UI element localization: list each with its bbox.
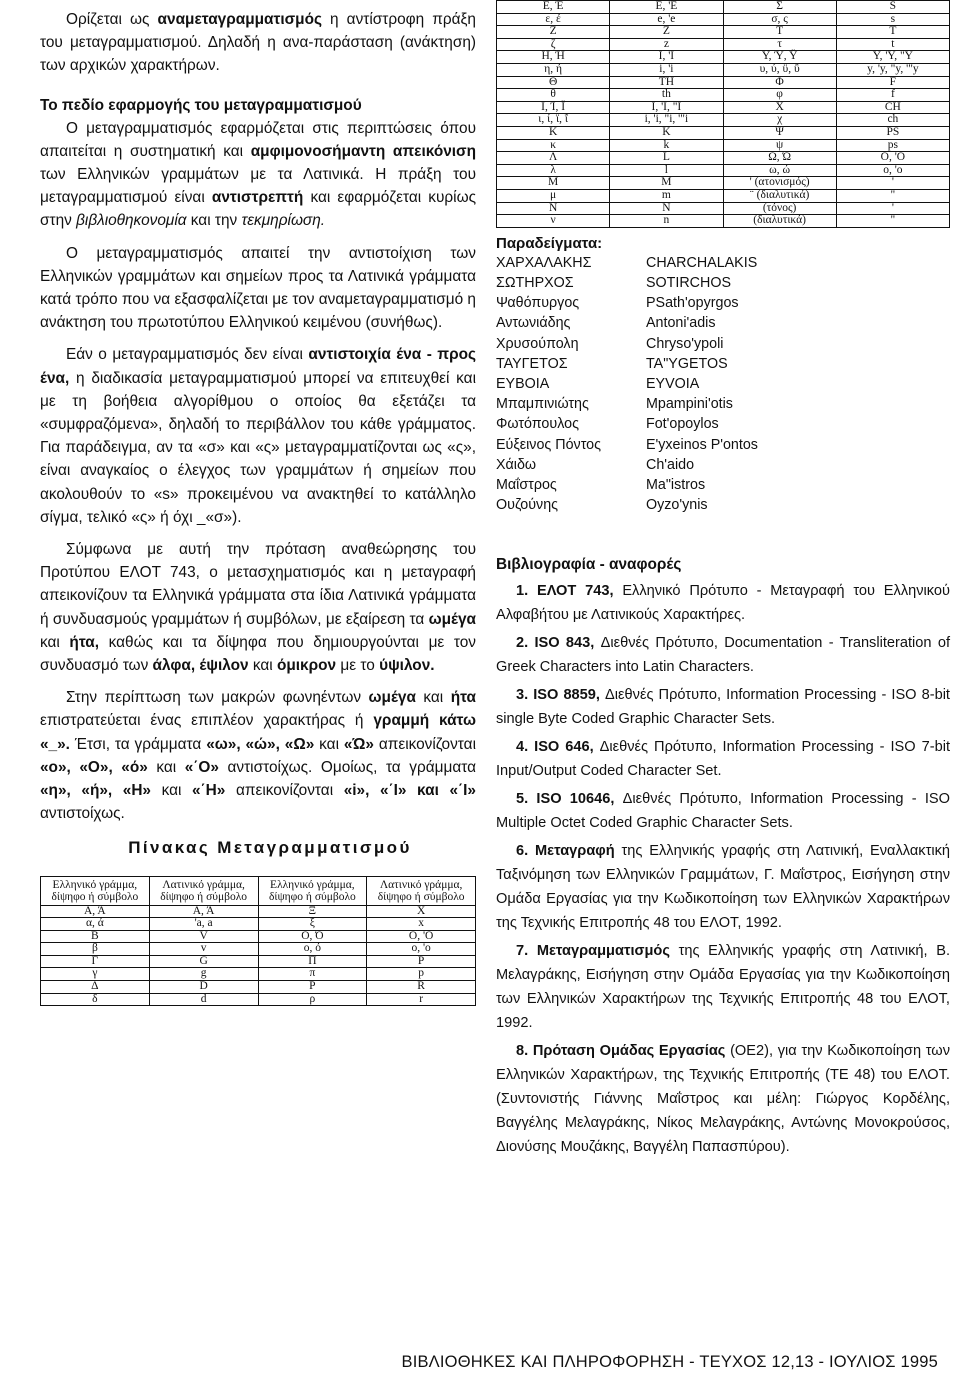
table-cell: θ: [497, 89, 610, 102]
table-cell: υ, ύ, ϋ, ΰ: [723, 63, 836, 76]
right-column: [496, 0, 950, 1159]
bold-text: 7. Μεταγραμματισμός: [516, 943, 670, 960]
example-greek: Εύξεινος Πόντος: [496, 436, 601, 453]
table-cell: Ω, Ώ: [723, 152, 836, 165]
text-run: Εάν ο μεταγραμματισμός δεν είναι: [66, 346, 309, 364]
table-cell: Χ: [723, 101, 836, 114]
table-row: [497, 51, 950, 64]
table-cell: ': [836, 177, 949, 190]
table-cell: Λ: [497, 152, 610, 165]
example-row: [496, 334, 950, 354]
text-run: και: [40, 633, 70, 651]
table-row: [497, 189, 950, 202]
table-cell: r: [367, 993, 476, 1006]
table-header-cell: Λατινικό γράμμα, δίψηφο ή σύμβολο: [149, 876, 258, 905]
example-greek: ΕΥΒΟΙΑ: [496, 375, 550, 392]
table-row: [41, 993, 476, 1006]
table-cell: δ: [41, 993, 150, 1006]
example-latin: E'yxeinos P'ontos: [646, 436, 758, 453]
table-cell: ν: [497, 215, 610, 228]
reference-item: [496, 579, 950, 627]
text-run: Ο μεταγραμματισμός απαιτεί την αντιστοίχιση των Ελληνικών γραμμάτων και σημείων προς τα Λατινικά γράμματα κατά τρόπο που να εξασφαλίζεται με τον αναμεταγραμματισμό η ανάκτηση του πρωτοτύπου Ελληνικού κειμένου (συνήθως).: [40, 244, 476, 332]
table-cell: ψ: [723, 139, 836, 152]
table-cell: e, 'e: [610, 13, 723, 26]
example-row: [496, 475, 950, 495]
text-run: Διεθνές Πρότυπο, Information Processing - ISO Multiple Octet Coded Graphic Character Sets.: [496, 791, 950, 832]
table-cell: κ: [497, 139, 610, 152]
table-header-cell: Λατινικό γράμμα, δίψηφο ή σύμβολο: [367, 876, 476, 905]
table-row: [497, 139, 950, 152]
text-run: απεικονίζονται: [225, 782, 344, 800]
table-row: [497, 164, 950, 177]
table-cell: Ο, Ό: [258, 930, 367, 943]
table-row: [497, 202, 950, 215]
example-greek: Φωτόπουλος: [496, 416, 579, 433]
table-cell: t: [836, 38, 949, 51]
table-cell: Y, 'Y, "Y: [836, 51, 949, 64]
table-header-row: [41, 876, 476, 905]
table-cell: ": [836, 189, 949, 202]
section-paragraph: [40, 538, 476, 677]
example-greek: Ουζούνης: [496, 497, 559, 514]
table-cell: α, ά: [41, 918, 150, 931]
table-cell: Ο, 'Ο: [836, 152, 949, 165]
table-cell: Ψ: [723, 126, 836, 139]
bold-text: ωμέγα: [428, 610, 476, 628]
left-column: [40, 8, 477, 1005]
bold-text: «΄Ο»: [184, 758, 219, 776]
table-cell: 'a, a: [149, 918, 258, 931]
table-cell: Φ: [723, 76, 836, 89]
table-cell: Κ: [610, 126, 723, 139]
table-row: [497, 26, 950, 39]
example-greek: Χάιδω: [496, 456, 537, 473]
table-row: [497, 13, 950, 26]
bold-text: «η», «ή», «Η»: [40, 782, 151, 800]
text-run: των Ελληνικών γραμμάτων με τα Λατινικά. Η πράξη του μεταγραμματισμού είναι: [40, 166, 476, 207]
table-cell: L: [610, 152, 723, 165]
table-cell: Π: [258, 955, 367, 968]
table-cell: R: [367, 981, 476, 994]
text-run: η αντίστροφη πράξη του μεταγραμματισμού. Δηλαδή η ανα-παράσταση (ανάκτηση) των αρχικών χαρακτήρων.: [40, 11, 476, 75]
table-header-cell: Ελληνικό γράμμα, δίψηφο ή σύμβολο: [41, 876, 150, 905]
table-cell: f: [836, 89, 949, 102]
text-run: της Ελληνικής γραφής στη Λατινική, Εναλλακτική Ταξινόμηση των Ελληνικών Γραμμάτων, Γ. Μαΐστρος, Εισήγηση στην Ομάδα Εργασίας για την Κωδικοποίηση των Ελληνικών Χαρακτήρων της Τεχνικής Επιτροπής 48 του ΕΛΟΤ, 1992.: [496, 843, 950, 932]
bold-text: 6. Μεταγραφή: [516, 843, 615, 860]
text-run: Ο μεταγραμματισμός εφαρμόζεται στις περιπτώσεις όπου απαιτείται η συστηματική και: [40, 119, 476, 160]
references-list: [496, 579, 950, 1159]
section-title: Το πεδίο εφαρμογής του μεταγραμματισμού: [40, 96, 362, 114]
text-run: και: [151, 782, 192, 800]
bold-text: ωμέγα: [368, 689, 416, 707]
table-row: [497, 215, 950, 228]
reference-item: [496, 735, 950, 783]
table-cell: TH: [610, 76, 723, 89]
table-cell: Δ: [41, 981, 150, 994]
text-run: Διεθνές Πρότυπο, Documentation - Transliteration of Greek Characters into Latin Characters.: [496, 635, 950, 676]
table-row: [41, 968, 476, 981]
transliteration-table-part2: [496, 0, 950, 228]
table-cell: Ι, 'Ι: [610, 51, 723, 64]
text-run: και εφαρμόζεται κυρίως στην: [40, 189, 477, 230]
table-cell: ps: [836, 139, 949, 152]
text-run: και: [415, 689, 451, 707]
text-run: Ορίζεται ως: [66, 11, 158, 28]
example-greek: Αντωνιάδης: [496, 315, 571, 332]
text-run: Έτσι, τα γράμματα: [69, 735, 207, 753]
text-run: με το: [336, 657, 380, 675]
reference-item: [496, 787, 950, 835]
bold-text: όμικρον: [276, 657, 337, 675]
table-cell: Ζ: [497, 26, 610, 39]
table-cell: ρ: [258, 993, 367, 1006]
table-cell: η, ή: [497, 63, 610, 76]
section-paragraph: [40, 117, 476, 233]
table-cell: ο, ό: [258, 943, 367, 956]
table-cell: Ξ: [258, 905, 367, 918]
table-cell: φ: [723, 89, 836, 102]
text-run: της Ελληνικής γραφής στη Λατινική, Β. Μελαγράκης, Εισήγηση στην Ομάδα Εργασίας για την Κωδικοποίηση των Ελληνικών Χαρακτήρων της Τεχνικής Επιτροπής 48 του ΕΛΟΤ, 1992.: [496, 943, 950, 1032]
page-footer: ΒΙΒΛΙΟΘΗΚΕΣ ΚΑΙ ΠΛΗΡΟΦΟΡΗΣΗ - ΤΕΥΧΟΣ 12,13 - ΙΟΥΛΙΟΣ 1995: [401, 1353, 938, 1371]
table-cell: m: [610, 189, 723, 202]
table-cell: o, 'o: [836, 164, 949, 177]
example-latin: TA"YGETOS: [646, 355, 728, 372]
table-cell: Ν: [610, 202, 723, 215]
reference-item: [496, 1039, 950, 1159]
example-row: [496, 354, 950, 374]
table-cell: CH: [836, 101, 949, 114]
table-cell: S: [836, 1, 949, 14]
table-cell: λ: [497, 164, 610, 177]
bold-text: ύψιλον.: [379, 657, 435, 675]
table-cell: i, 'i, "i, '"i: [610, 114, 723, 127]
table-cell: x: [367, 918, 476, 931]
table-cell: Α, Ά: [149, 905, 258, 918]
example-row: [496, 293, 950, 313]
reference-item: [496, 631, 950, 679]
example-row: [496, 435, 950, 455]
example-latin: Antoni'adis: [646, 315, 716, 332]
bold-text: 3. ISO 8859,: [516, 687, 600, 704]
table-cell: ¨ (διαλυτικά): [723, 189, 836, 202]
bold-text: ήτα: [450, 689, 476, 707]
table-cell: Μ: [610, 177, 723, 190]
table-row: [497, 38, 950, 51]
table-cell: β: [41, 943, 150, 956]
bold-text: «ω», «ώ», «Ω»: [206, 735, 315, 753]
table-cell: Η, Ή: [497, 51, 610, 64]
table-row: [41, 905, 476, 918]
bold-text: αμφιμονοσήμαντη απεικόνιση: [250, 142, 476, 160]
bold-text: 4. ISO 646,: [516, 739, 594, 756]
table-cell: P: [367, 955, 476, 968]
table-cell: ξ: [258, 918, 367, 931]
table-cell: Κ: [497, 126, 610, 139]
section-paragraph: [40, 686, 476, 825]
text-run: και: [147, 758, 185, 776]
bold-text: άλφα, έψιλον: [152, 657, 249, 675]
table-cell: Ζ: [610, 26, 723, 39]
bold-text: 1. ΕΛΟΤ 743,: [516, 583, 614, 600]
example-latin: Ch'aido: [646, 456, 695, 473]
table-cell: Ε, Έ: [497, 1, 610, 14]
table-row: [497, 1, 950, 14]
table-cell: v: [149, 943, 258, 956]
table-cell: k: [610, 139, 723, 152]
table-cell: z: [610, 38, 723, 51]
table-cell: Σ: [723, 1, 836, 14]
table-cell: ' (ατονισμός): [723, 177, 836, 190]
table-header-cell: Ελληνικό γράμμα, δίψηφο ή σύμβολο: [258, 876, 367, 905]
table-cell: ζ: [497, 38, 610, 51]
bold-text: γραμμή κάτω «_».: [40, 712, 476, 753]
example-row: [496, 394, 950, 414]
text-run: η διαδικασία μεταγραμματισμού μπορεί να επιτευχθεί και με τη βοήθεια αλγορίθμου ο οποίος θα εξετάζει τα «συμφραζόμενα», δηλαδή το περιβάλλον του κάθε γράμματος. Για παράδειγμα, αν τα «σ» και «ς» μεταγραμματίζονται ως «ς», είναι αναγκαίος ο έλεγχος των γραμμάτων ή σημείων που ακολουθούν το «s» προκειμένου να ανακτηθεί το κατάλληλο σίγμα, τελικό «ς» ή όχι _«σ»).: [40, 369, 476, 526]
table-row: [497, 126, 950, 139]
table-cell: χ: [723, 114, 836, 127]
table-cell: V: [149, 930, 258, 943]
text-run: απεικονίζονται: [373, 735, 476, 753]
example-latin: SOTIRCHOS: [646, 274, 731, 291]
table-cell: ": [836, 215, 949, 228]
table-cell: (τόνος): [723, 202, 836, 215]
table-cell: ω, ώ: [723, 164, 836, 177]
example-row: [496, 414, 950, 434]
transliteration-table-part1: [40, 876, 476, 1007]
text-run: καθώς και τα δίψηφα που δημιουργούνται με τον συνδυασμό των: [40, 633, 476, 675]
bold-text: αντιστρεπτή: [211, 189, 304, 207]
table-cell: Ν: [497, 202, 610, 215]
example-latin: CHARCHALAKIS: [646, 254, 758, 271]
example-greek: Χρυσούπολη: [496, 335, 579, 352]
example-greek: Μαΐστρος: [496, 476, 557, 493]
example-greek: ΣΩΤΗΡΧΟΣ: [496, 274, 574, 291]
bold-text: «΄Η»: [192, 782, 226, 800]
text-run: Στην περίπτωση των μακρών φωνηέντων: [66, 689, 369, 707]
example-latin: PSath'opyrgos: [646, 295, 739, 312]
table-cell: D: [149, 981, 258, 994]
table-row: [41, 981, 476, 994]
table-cell: Ε, 'Ε: [610, 1, 723, 14]
table-title: Πίνακας Μεταγραμματισμού: [128, 837, 412, 857]
example-greek: Μπαμπινιώτης: [496, 396, 589, 413]
example-greek: Ψαθόπυργος: [496, 295, 580, 312]
example-row: [496, 273, 950, 293]
table-cell: s: [836, 13, 949, 26]
bold-text: «i», «΄I» και «΄I»: [343, 782, 476, 800]
text-run: Ελληνικό Πρότυπο - Μεταγραφή του Ελληνικού Αλφαβήτου με Λατινικούς Χαρακτήρες.: [496, 583, 950, 624]
example-row: [496, 374, 950, 394]
table-cell: p: [367, 968, 476, 981]
bold-text: «Ώ»: [343, 735, 374, 753]
table-cell: Γ: [41, 955, 150, 968]
table-cell: ε, έ: [497, 13, 610, 26]
table-cell: Τ: [836, 26, 949, 39]
text-run: τεκμηρίωση.: [241, 212, 326, 230]
table-cell: th: [610, 89, 723, 102]
bold-text: αντιστοιχία ένα - προς ένα,: [40, 346, 476, 387]
table-cell: l: [610, 164, 723, 177]
text-run: Διεθνές Πρότυπο, Information Processing - ISO 7-bit Input/Output Coded Character Set.: [496, 739, 950, 780]
text-run: βιβλιοθηκονομία: [76, 212, 187, 230]
table-cell: ch: [836, 114, 949, 127]
table-cell: Ι, 'Ι, "Ι: [610, 101, 723, 114]
bold-text: αναμεταγραμματισμός: [157, 11, 322, 28]
table-cell: Α, Ά: [41, 905, 150, 918]
section-paragraph: [40, 343, 476, 529]
table-cell: Μ: [497, 177, 610, 190]
bold-text: ήτα,: [69, 633, 100, 651]
example-latin: EYVOIA: [646, 375, 700, 392]
example-greek: ΤΑΥΓΕΤΟΣ: [496, 355, 568, 372]
table-cell: Β: [41, 930, 150, 943]
table-row: [497, 63, 950, 76]
table-cell: τ: [723, 38, 836, 51]
example-row: [496, 253, 950, 273]
table-cell: g: [149, 968, 258, 981]
example-row: [496, 495, 950, 515]
table-cell: Χ: [367, 905, 476, 918]
table-cell: y, 'y, "y, '"y: [836, 63, 949, 76]
example-row: [496, 455, 950, 475]
table-row: [41, 955, 476, 968]
table-cell: Θ: [497, 76, 610, 89]
text-run: (ΟΕ2), για την Κωδικοποίηση των Ελληνικών Χαρακτήρων, της Τεχνικής Επιτροπής (ΤΕ 48) του ΕΛΟΤ. (Συντονιστής Γιάννης Μαΐστρος και μέλη: Γιώργος Κορδέλης, Βαγγέλης Μελαγράκης, Νίκος Μελαγράκης, Αντώνης Μονοκρούσος, Διονύσης Μουζάκης, Βαγγέλη Παπασπύρου).: [496, 1043, 950, 1156]
table-row: [41, 930, 476, 943]
bold-text: «ο», «Ο», «ό»: [40, 758, 148, 776]
table-cell: Ι, Ί, Ϊ: [497, 101, 610, 114]
references-title: Βιβλιογραφία - αναφορές: [496, 556, 682, 574]
table-cell: d: [149, 993, 258, 1006]
examples-list: [496, 253, 950, 516]
bold-text: 5. ISO 10646,: [516, 791, 615, 808]
table-cell: o, 'o: [367, 943, 476, 956]
intro-paragraph: [40, 8, 476, 78]
text-run: αντιστοίχως. Ομοίως, τα γράμματα: [218, 758, 476, 776]
table-cell: μ: [497, 189, 610, 202]
table-cell: PS: [836, 126, 949, 139]
table-cell: π: [258, 968, 367, 981]
table-cell: γ: [41, 968, 150, 981]
examples-title: Παραδείγματα:: [496, 234, 603, 252]
table-cell: ': [836, 202, 949, 215]
example-latin: Mpampini'otis: [646, 396, 733, 413]
text-run: και: [314, 735, 344, 753]
table-cell: i, 'i: [610, 63, 723, 76]
table-cell: (διαλυτικά): [723, 215, 836, 228]
text-run: και: [248, 657, 277, 675]
reference-item: [496, 839, 950, 935]
table-row: [497, 101, 950, 114]
table-row: [41, 943, 476, 956]
table-cell: n: [610, 215, 723, 228]
text-run: αντιστοίχως.: [40, 805, 125, 823]
example-latin: Ma"istros: [646, 476, 706, 493]
table-row: [41, 918, 476, 931]
bold-text: 8. Πρόταση Ομάδας Εργασίας: [516, 1043, 726, 1060]
text-run: και την: [186, 212, 242, 230]
table-row: [497, 152, 950, 165]
table-cell: Υ, Ύ, Ϋ: [723, 51, 836, 64]
example-greek: ΧΑΡΧΑΛΑΚΗΣ: [496, 254, 592, 271]
table-row: [497, 76, 950, 89]
reference-item: [496, 939, 950, 1035]
text-run: Διεθνές Πρότυπο, Information Processing - ISO 8-bit single Byte Coded Graphic Character Sets.: [496, 687, 950, 728]
example-latin: Oyzo'ynis: [646, 497, 708, 514]
bold-text: 2. ISO 843,: [516, 635, 595, 652]
table-cell: Ο, 'Ο: [367, 930, 476, 943]
text-run: επιστρατεύεται ένας επιπλέον χαρακτήρας ή: [40, 712, 374, 730]
table-cell: ι, ί, ϊ, ΐ: [497, 114, 610, 127]
table-cell: Ρ: [258, 981, 367, 994]
table-cell: σ, ς: [723, 13, 836, 26]
table-row: [497, 89, 950, 102]
example-latin: Fot'opoylos: [646, 416, 719, 433]
example-row: [496, 313, 950, 333]
section-paragraph: [40, 242, 476, 335]
table-row: [497, 114, 950, 127]
table-row: [497, 177, 950, 190]
example-latin: Chryso'ypoli: [646, 335, 724, 352]
reference-item: [496, 683, 950, 731]
table-cell: G: [149, 955, 258, 968]
table-cell: F: [836, 76, 949, 89]
text-run: Σύμφωνα με αυτή την πρόταση αναθεώρησης του Προτύπου ΕΛΟΤ 743, ο μετασχηματισμός και η μεταγραφή απεικονίζουν τα Ελληνικά γράμματα στα ίδια Λατινικά γράμματα ή συνδυασμούς γραμμάτων ή συμβόλων, με εξαίρεση τα: [40, 541, 476, 628]
table-cell: Τ: [723, 26, 836, 39]
